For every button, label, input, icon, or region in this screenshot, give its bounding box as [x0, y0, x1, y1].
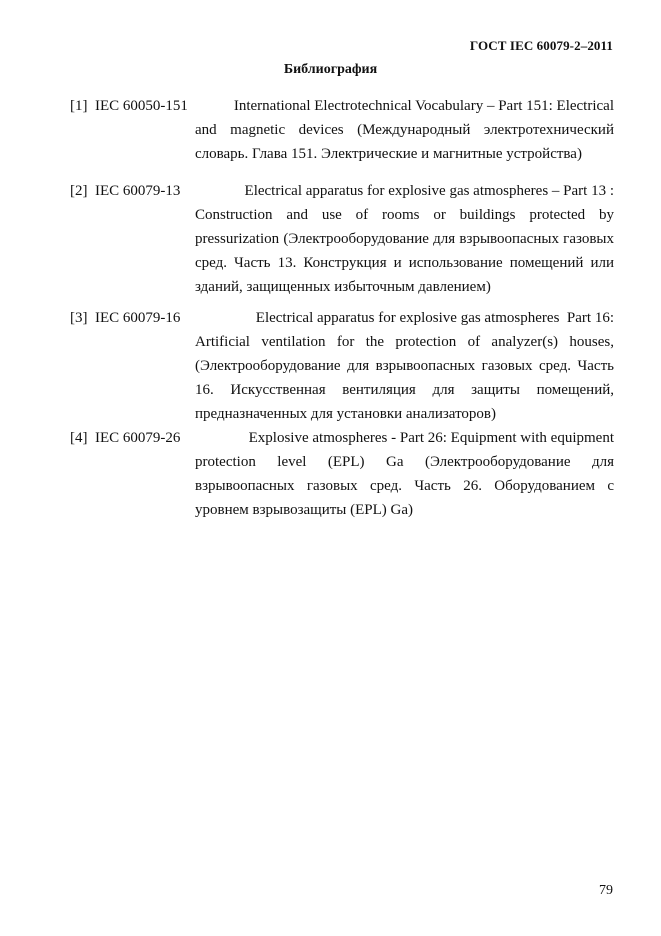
bibliography-entry: [70, 426, 614, 522]
entry-standard-id: IEC 60079-13: [95, 183, 181, 199]
page-title: Библиография: [283, 62, 378, 77]
entry-number: [3]: [70, 310, 88, 326]
entry-title-first-line: Electrical apparatus for explosive gas atmospheres Part 16:: [255, 310, 614, 326]
entry-title-continuation: protection level (EPL) Ga (Электрооборудование для взрывоопасных газовых сред. Часть 26. Оборудованием с уровнем взрывозащиты (EPL) Ga): [195, 454, 614, 518]
entry-title-first-line: Explosive atmospheres - Part 26: Equipment with equipment: [248, 430, 614, 446]
bibliography-entry: [70, 179, 614, 299]
bibliography-entry: [70, 94, 614, 166]
entry-number: [4]: [70, 430, 88, 446]
entry-title-first-line: International Electrotechnical Vocabulary – Part 151: Electrical: [233, 98, 614, 114]
bibliography-entry: [70, 306, 614, 426]
entry-number: [2]: [70, 183, 88, 199]
entry-standard-id: IEC 60079-26: [95, 430, 181, 446]
page-number: 79: [599, 883, 613, 898]
bibliography-list: [70, 94, 614, 522]
entry-number: [1]: [70, 98, 88, 114]
entry-title-continuation: and magnetic devices (Международный электротехнический словарь. Глава 151. Электрические и магнитные устройства): [195, 122, 614, 162]
entry-standard-id: IEC 60050-151: [95, 98, 188, 114]
entry-title-continuation: Artificial ventilation for the protection of analyzer(s) houses, (Электрооборудование для взрывоопасных газовых сред. Часть 16. Искусственная вентиляция для защиты помещений, предназначенных для установки анализаторов): [195, 334, 614, 422]
entry-title-continuation: Construction and use of rooms or buildings protected by pressurization (Электрооборудование для взрывоопасных газовых сред. Часть 13. Конструкция и использование помещений или зданий, защищенных избыточным давлением): [195, 207, 614, 295]
entry-standard-id: IEC 60079-16: [95, 310, 181, 326]
entry-title-first-line: Electrical apparatus for explosive gas atmospheres – Part 13 :: [244, 183, 614, 199]
document-code: ГОСТ IEC 60079-2–2011: [469, 38, 613, 53]
